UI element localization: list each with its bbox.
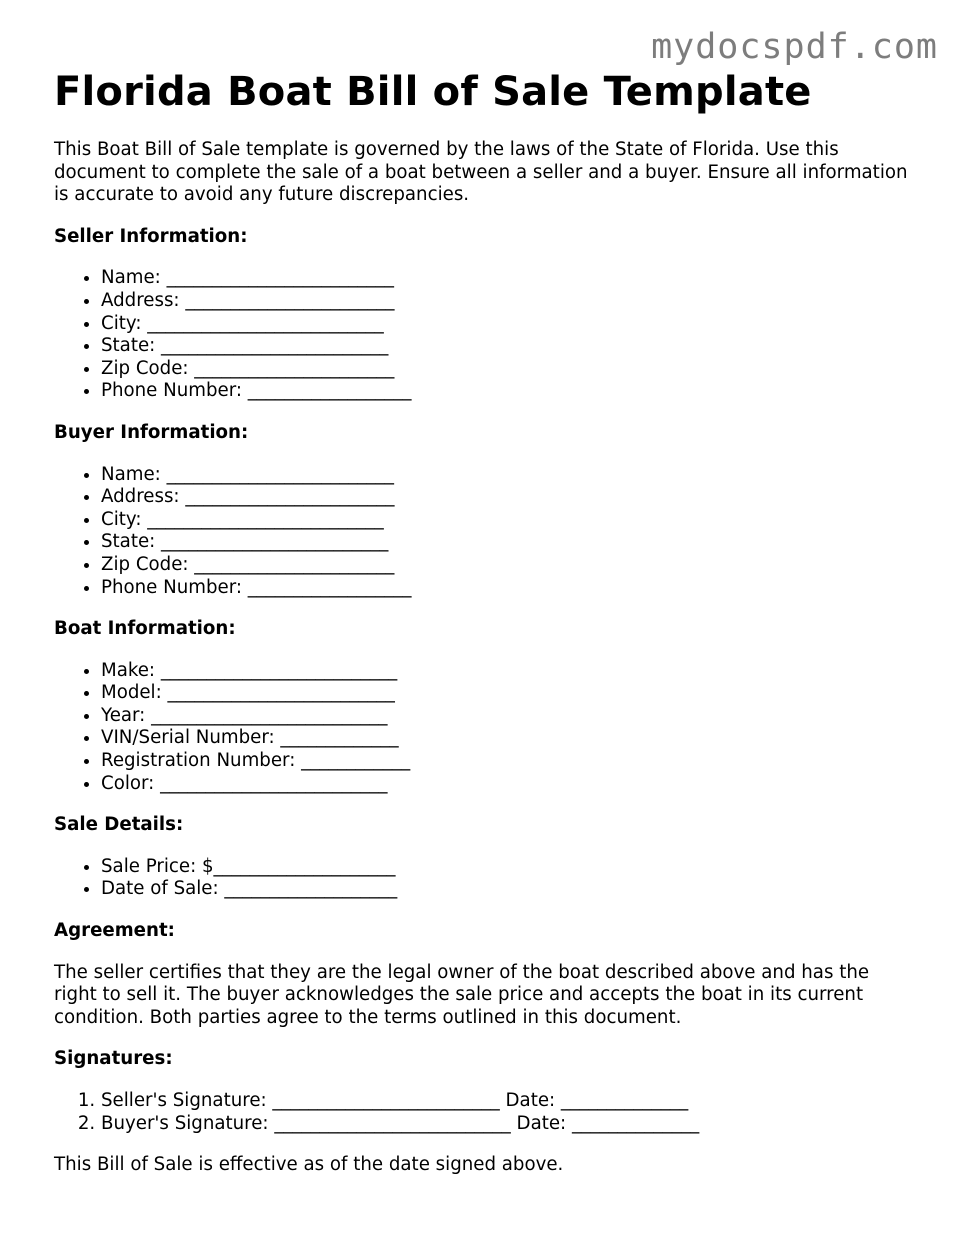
- agreement-heading: Agreement:: [54, 920, 175, 942]
- buyer-heading: Buyer Information:: [54, 421, 249, 443]
- seller-address-field: • Address: _______________________: [101, 290, 914, 313]
- seller-list: [54, 267, 914, 403]
- buyer-name-field: • Name: _________________________: [101, 464, 914, 487]
- boat-vin-field: • VIN/Serial Number: _____________: [101, 727, 914, 750]
- buyer-phone-field: • Phone Number: __________________: [101, 577, 914, 600]
- buyer-city-field: • City: __________________________: [101, 509, 914, 532]
- seller-city-field: • City: __________________________: [101, 313, 914, 336]
- boat-model-field: • Model: _________________________: [101, 682, 914, 705]
- boat-list: [54, 660, 914, 796]
- closing-statement: This Bill of Sale is effective as of the date signed above.: [54, 1154, 564, 1176]
- seller-heading: Seller Information:: [54, 225, 248, 247]
- boat-color-field: • Color: _________________________: [101, 773, 914, 796]
- seller-zip-field: • Zip Code: ______________________: [101, 358, 914, 381]
- agreement-text: The seller certifies that they are the legal owner of the boat described above and has the right to sell it. The buyer acknowledges the sale price and accepts the boat in its current condition. Both parties agree to the terms outlined in this document.: [54, 961, 870, 1028]
- page-title: Florida Boat Bill of Sale Template: [54, 69, 812, 115]
- boat-year-field: • Year: __________________________: [101, 705, 914, 728]
- buyer-state-field: • State: _________________________: [101, 531, 914, 554]
- buyer-address-field: • Address: _______________________: [101, 486, 914, 509]
- buyer-list: [54, 464, 914, 600]
- watermark: mydocspdf.com: [651, 27, 938, 67]
- signatures-heading: Signatures:: [54, 1048, 173, 1070]
- buyer-signature-line: 2. Buyer's Signature: __________________________ Date: ______________: [101, 1113, 914, 1136]
- signatures-list: [54, 1090, 914, 1135]
- sale-list: [54, 856, 914, 901]
- sale-date-field: • Date of Sale: ___________________: [101, 878, 914, 901]
- seller-name-field: • Name: _________________________: [101, 267, 914, 290]
- seller-signature-line: 1. Seller's Signature: _________________________ Date: ______________: [101, 1090, 914, 1113]
- seller-state-field: • State: _________________________: [101, 335, 914, 358]
- sale-price-field: • Sale Price: $____________________: [101, 856, 914, 879]
- seller-phone-field: • Phone Number: __________________: [101, 380, 914, 403]
- buyer-zip-field: • Zip Code: ______________________: [101, 554, 914, 577]
- boat-registration-field: • Registration Number: ____________: [101, 750, 914, 773]
- boat-make-field: • Make: __________________________: [101, 660, 914, 683]
- sale-heading: Sale Details:: [54, 814, 184, 836]
- boat-heading: Boat Information:: [54, 618, 236, 640]
- intro-paragraph: This Boat Bill of Sale template is governed by the laws of the State of Florida. Use this document to complete the sale of a boat between a seller and a buyer. Ensure all information is accurate to avoid any future discrepancies.: [54, 139, 908, 206]
- document-page: [54, 68, 914, 1177]
